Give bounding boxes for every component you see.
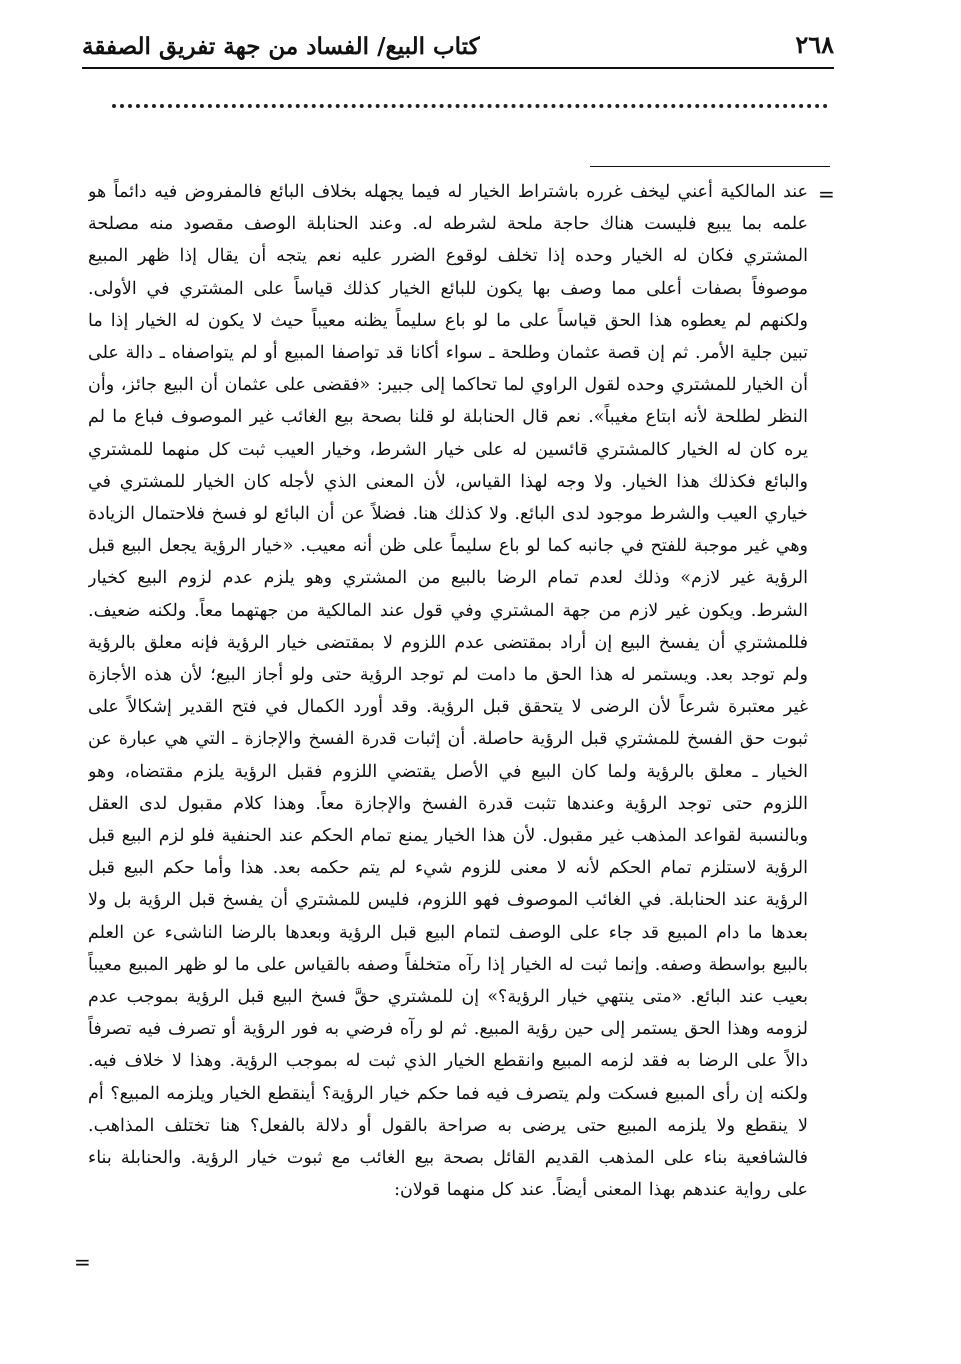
footnote-separator bbox=[590, 166, 830, 167]
footnote-continuation-mark-end: = bbox=[74, 1250, 91, 1274]
page-header bbox=[82, 28, 834, 68]
omitted-text-dotted-line bbox=[112, 104, 828, 108]
page-number: ٢٦٨ bbox=[795, 30, 834, 59]
footnote-text: عند المالكية أعني ليخف غرره باشتراط الخيار له فيما يجهله بخلاف البائع فالمفروض فيه دائماً هو علمه بما يبيع فليست هناك حاجة ملحة لشرطه له. وعند الحنابلة الوصف مقصود منه مصلحة المشتري فكان له الخيار وحده إذا تخلف لوقوع الضرر عليه نعم يتجه أن يقال إذا ظهر المبيع موصوفاً بصفات أعلى مما وصف بها يكون للبائع الخيار كذلك قياساً على المشتري في الأولى. ولكنهم لم يعطوه هذا الحق قياساً على ما لو باع سليماً يظنه معيباً حيث لا يكون له الخيار إذا ما تبين جلية الأمر. ثم إن قصة عثمان وطلحة ـ سواء أكانا قد تواصفا المبيع أو لم يتواصفاه ـ دالة على أن الخيار للمشتري وحده لقول الراوي لما تحاكما إلى جبير: «فقضى على عثمان أن البيع جائز، وأن النظر لطلحة لأنه ابتاع مغيباً». نعم قال الحنابلة لو قلنا بصحة بيع الغائب غير الموصوف فباع ما لم يره كان له الخيار كالمشتري قائسين له على خيار الشرط، وخيار العيب ثبت كل منهما للمشتري والبائع فكذلك هذا الخيار. ولا وجه لهذا القياس، لأن المعنى الذي لأجله كان الخيار للمشتري في خياري العيب والشرط موجود لدى البائع. ولا كذلك هنا. فضلاً عن أن البائع لو فسخ فلاحتمال الزيادة وهي غير موجبة للفتح في جانبه كما لو باع سليماً على ظن أنه معيب. «خيار الرؤية يجعل البيع قبل الرؤية غير لازم» وذلك لعدم تمام الرضا بالبيع من المشتري وهو يلزم عدم لزوم البيع كخيار الشرط. ويكون غير لازم من جهة المشتري وفي قول عند المالكية من جهتهما معاً. ولكنه ضعيف. فللمشتري أن يفسخ البيع إن أراد بمقتضى عدم اللزوم لا بمقتضى خيار الرؤية فإنه معلق بالرؤية ولم توجد بعد. ويستمر له هذا الحق ما دامت لم توجد الرؤية حتى ولو أجاز البيع؛ لأن هذه الأجازة غير معتبرة شرعاً لأن الرضى لا يتحقق قبل الرؤية. وقد أورد الكمال في فتح القدير إشكالاً على ثبوت حق الفسخ للمشتري قبل الرؤية حاصلة. أن إثبات قدرة الفسخ والإجازة ـ التي هي عبارة عن الخيار ـ معلق بالرؤية ولما كان البيع في الأصل يقتضي اللزوم فقبل الرؤية يلزم مقتضاه، وهو اللزوم حتى توجد الرؤية وعندها تثبت قدرة الفسخ والإجازة معاً. وهذا كلام مقبول لدى العقل وبالنسبة لقواعد المذهب غير مقبول. لأن هذا الخيار يمنع تمام الحكم عند الحنفية فلو لزم البيع قبل الرؤية لاستلزم تمام الحكم لأنه لا معنى للزوم شيء لم يتم حكمه بعد. هذا وأما حكم البيع قبل الرؤية عند الحنابلة. في الغائب الموصوف فهو اللزوم، فليس للمشتري أن يفسخ قبل الرؤية بل ولا بعدها ما دام المبيع قد جاء على الوصف لتمام البيع قبل الرؤية وبعدها بالرضا الناشىء عن العلم بالبيع بواسطة وصفه. وإنما ثبت له الخيار إذا رآه متخلفاً وصفه بالقياس على ما لو ظهر المبيع معيباً بعيب عند البائع. «متى ينتهي خيار الرؤية؟» إن للمشتري حقَّ فسخ البيع قبل الرؤية بموجب عدم لزومه وهذا الحق يستمر إلى حين رؤية المبيع. ثم لو رآه فرضي به فور الرؤية أو تصرف فيه تصرفاً دالاً على الرضا به فقد لزمه المبيع وانقطع الخيار الذي ثبت له بموجب الرؤية. وهذا لا خلاف فيه. ولكنه إن رأى المبيع فسكت ولم يتصرف فيه فما حكم خيار الرؤية؟ أينقطع الخيار ويلزمه المبيع؟ أم لا ينقطع ولا يلزمه المبيع حتى يرضى به صراحة بالقول أو دلالة بالفعل؟ هنا تختلف المذاهب. فالشافعية بناء على المذهب القديم القائل بصحة بيع الغائب مع ثبوت خيار الرؤية. والحنابلة بناء على رواية عندهم بهذا المعنى أيضاً. عند كل منهما قولان: bbox=[88, 182, 808, 1201]
footnote-continuation-mark-start: = bbox=[818, 182, 835, 206]
header-rule bbox=[82, 67, 834, 69]
running-title: كتاب البيع/ الفساد من جهة تفريق الصفقة bbox=[82, 33, 480, 60]
